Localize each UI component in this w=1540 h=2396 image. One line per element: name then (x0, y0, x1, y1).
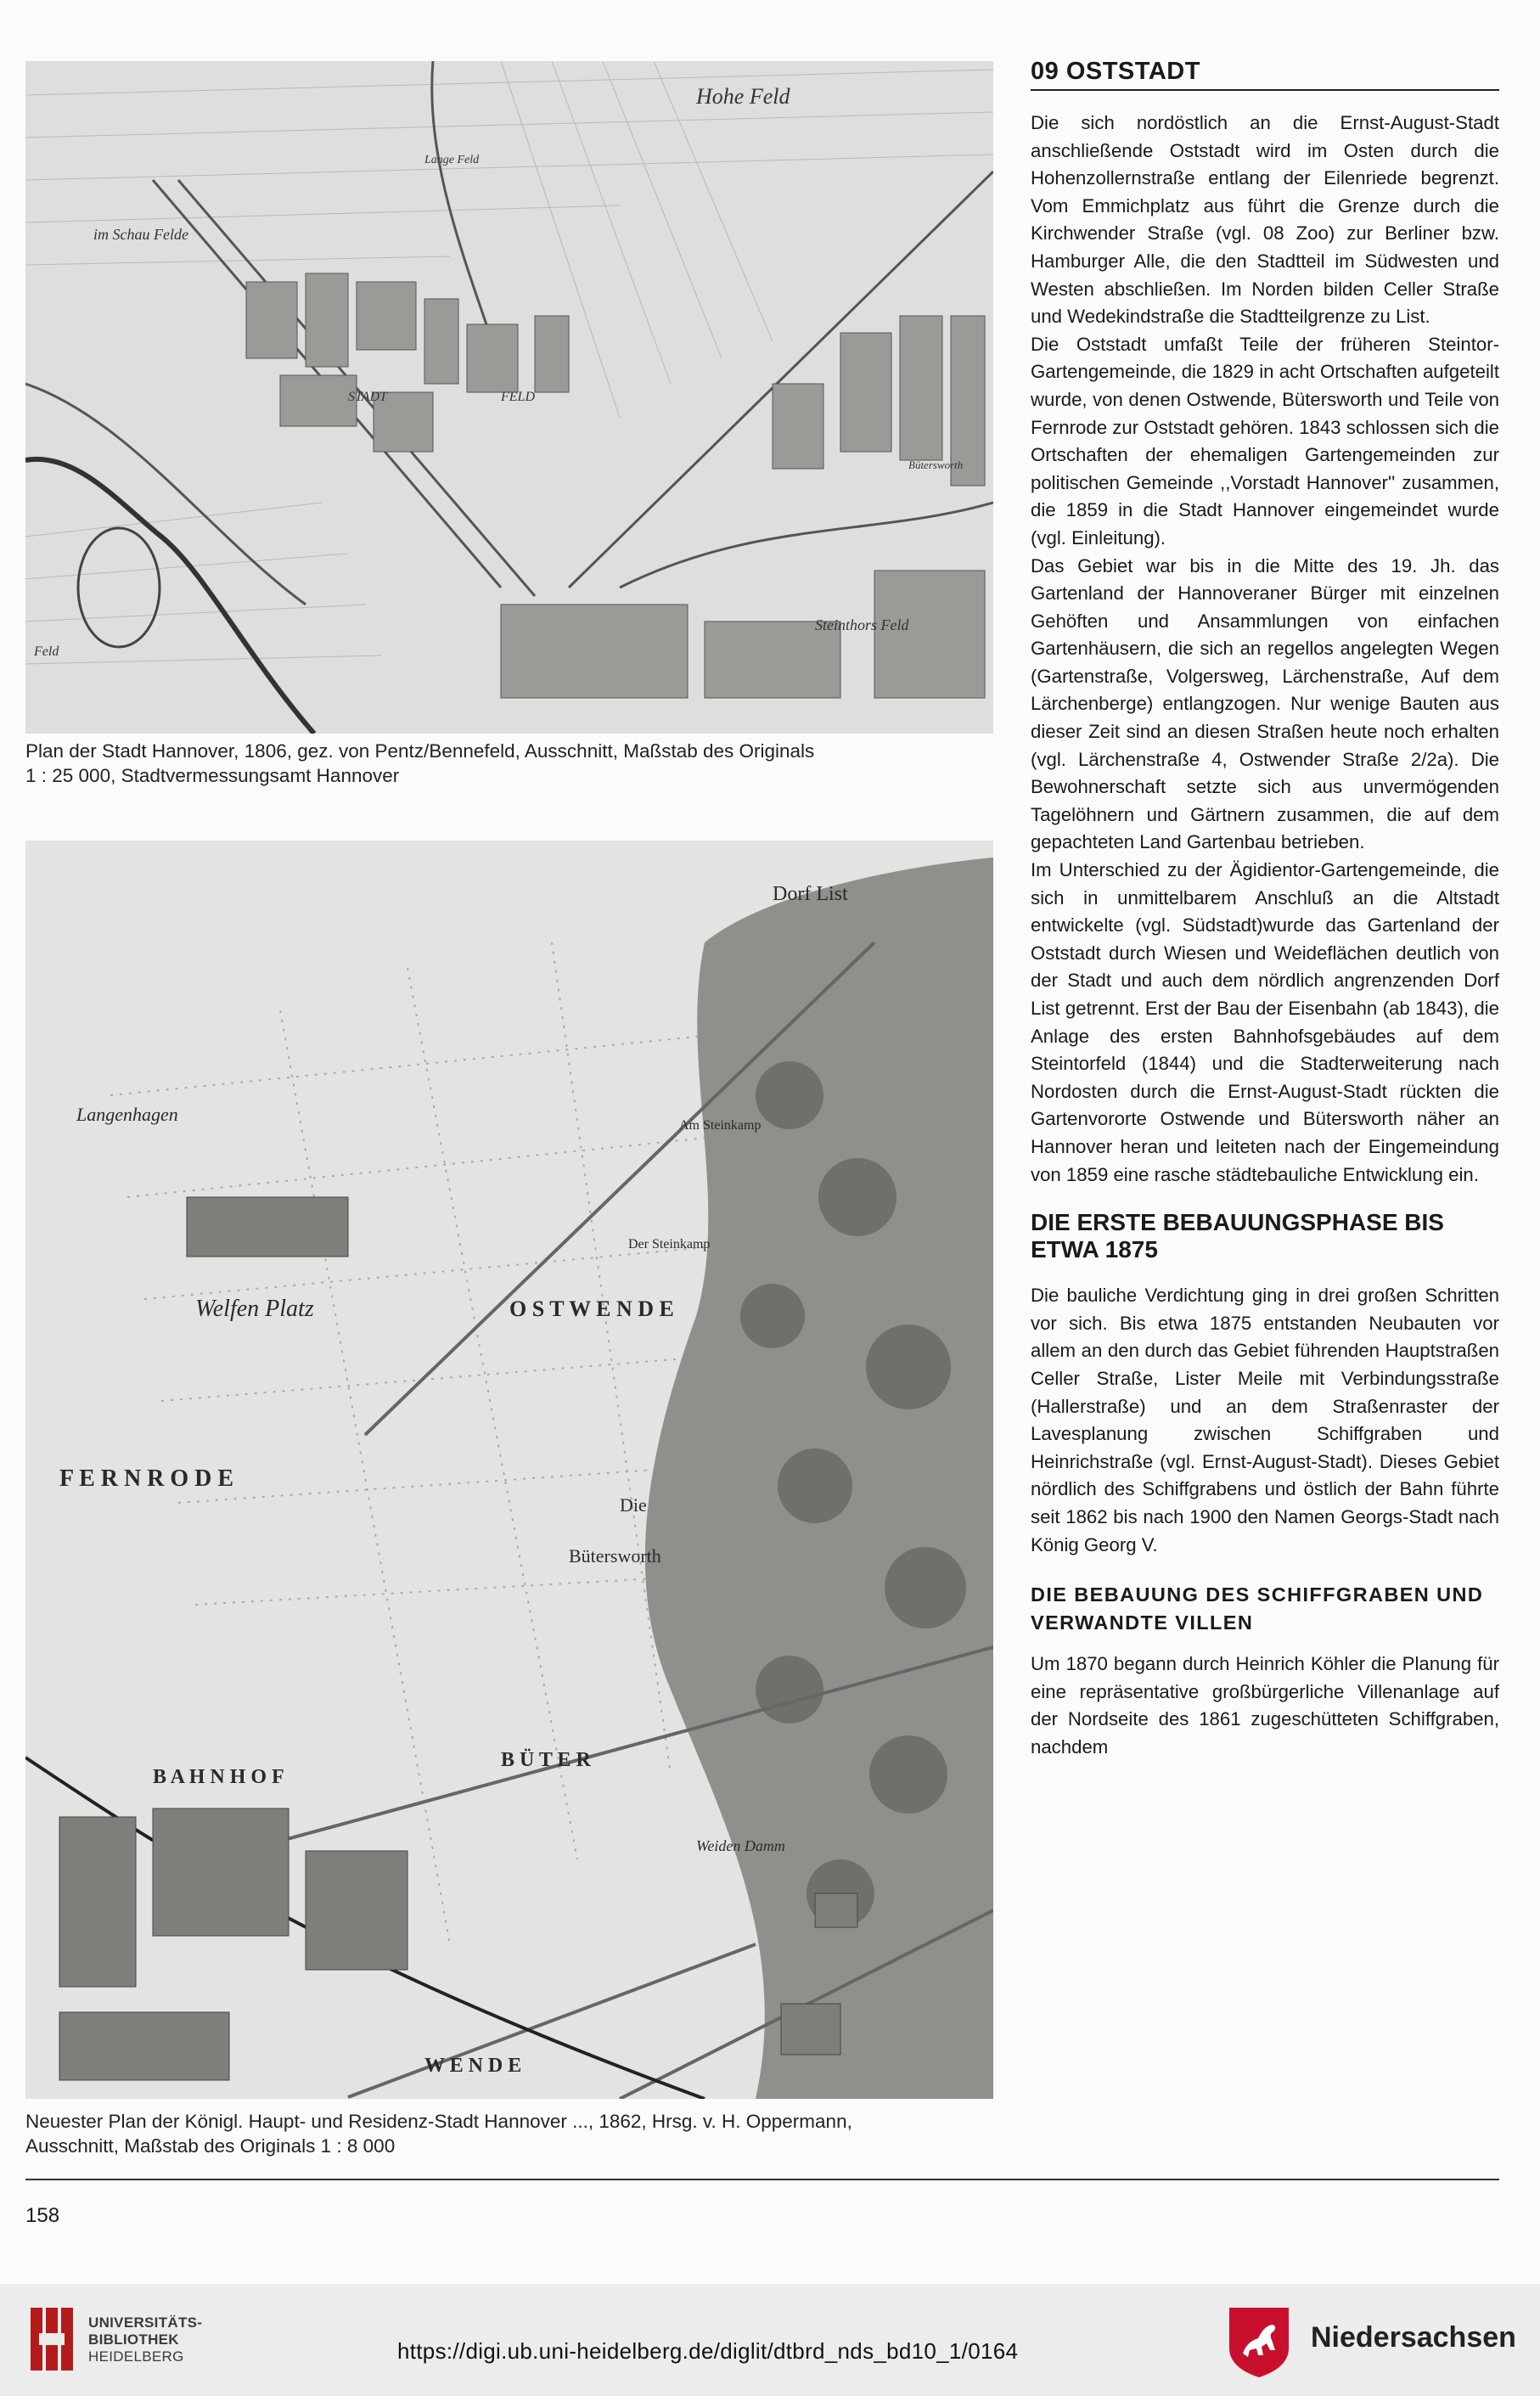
map-1862-drawing (25, 841, 993, 2099)
map2-label-butersworth: Bütersworth (569, 1545, 661, 1566)
map2-label-wende: W E N D E (424, 2055, 522, 2077)
map1-label-butersworth: Bütersworth (908, 458, 964, 471)
figure-2-caption-line1: Neuester Plan der Königl. Haupt- und Residenz-Stadt Hannover ..., 1862, Hrsg. v. H. Oppermann, (25, 2111, 852, 2132)
paragraph: Im Unterschied zu der Ägidientor-Gartengemeinde, die sich in unmittelbarem Anschluß an die Altstadt entwickelte (vgl. Südstadt)wurde das Gartenland der Oststadt durch Wiesen und Weideflächen deutlich von der Stadt und auch dem nördlich angrenzenden Dorf List getrennt. Erst der Bau der Eisenbahn (ab 1843), die Anlage des ersten Bahnhofsgebäudes auf dem Steintorfeld (1844) und die Stadterweiterung nach Nordosten durch die Ernst-August-Stadt rückten die Gartenvororte Ostwende und Bütersworth näher an Hannover heran und leiteten nach der Eingemeindung von 1859 eine rasche städtebauliche Entwicklung ein. (1031, 859, 1499, 1185)
map-1806-drawing (25, 61, 993, 734)
map2-label-fernrode: F E R N R O D E (59, 1465, 234, 1492)
paragraph: Das Gebiet war bis in die Mitte des 19. Jh. das Gartenland der Hannoveraner Bürger mit einzelnen Gehöften und Ansammlungen von einfachen Gartenhäusern, die sich an regellos angelegten Wegen (Gartenstraße, Volgersweg, Lärchenstraße, Auf dem Lärchenberge) entlangzogen. Nur wenige Bauten aus dieser Zeit sind an diesen Straßen heute noch erhalten (vgl. Lärchenstraße 4, Ostwender Straße 2/2a). Die Bewohnerschaft setzte sich aus unvermögenden Tagelöhnern und Gärtnern zusammen, die auf dem gepachteten Land Gartenbau betrieben. (1031, 554, 1499, 853)
figure-1-caption (25, 739, 993, 788)
map2-label-der-steinkamp: Der Steinkamp (628, 1237, 711, 1251)
heading-erste-bebauungsphase: DIE ERSTE BEBAUUNGSPHASE BIS ETWA 1875 (1031, 1209, 1444, 1263)
figure-2-caption (25, 2109, 993, 2158)
map1-label-feld: FELD (501, 390, 535, 404)
map2-label-welfen-platz: Welfen Platz (195, 1296, 314, 1322)
map1-label-feld-left: Feld (34, 644, 59, 659)
figure-2-caption-line2: Ausschnitt, Maßstab des Originals 1 : 8 000 (25, 2135, 396, 2157)
paragraph: Die Oststadt umfaßt Teile der früheren Steintor-Gartengemeinde, die 1829 in acht Ortschaften aufgeteilt wurde, von denen Ostwende, Bütersworth und Teile von Fernrode zur Oststadt gehören. 1843 schlossen sich die Ortschaften der ehemaligen Gartengemeinden zur politischen Gemeinde ,,Vorstadt Hannover'' zusammen, die 1859 in die Stadt Hannover eingemeindet wurde (vgl. Einleitung). (1031, 333, 1499, 548)
section-title: 09 OSTSTADT (1031, 58, 1499, 91)
paragraph: Die sich nordöstlich an die Ernst-August-Stadt anschließende Oststadt wird im Osten durch die Hohenzollernstraße entlang der Eilenriede begrenzt. Vom Emmichplatz aus führt die Grenze durch die Kirchwender Straße (vgl. 08 Zoo) zur Berliner bzw. Hamburger Alle, die den Stadtteil im Südwesten und Westen abschließen. Im Norden bilden Celler Straße und Wedekindstraße die Stadtteilgrenze zu List. (1031, 112, 1499, 328)
footer-bar (0, 2284, 1540, 2396)
paragraph: Die bauliche Verdichtung ging in drei großen Schritten vor sich. Bis etwa 1875 entstanden Neubauten vor allem an den durch das Gebiet führenden Hauptstraßen Celler Straße, Lister Meile mit Verbindungsstraße (Hallerstraße) und an dem Straßenraster der Lavesplanung zwischen Schiffgraben und Heinrichstraße (vgl. Ernst-August-Stadt). Dieses Gebiet nördlich des Schiffgrabens und östlich der Bahn führte seit 1862 bis nach 1900 den Namen Georgs-Stadt nach König Georg V. (1031, 1285, 1499, 1555)
map2-label-bahnhof: B A H N H O F (153, 1766, 284, 1788)
figure-1-caption-line2: 1 : 25 000, Stadtvermessungsamt Hannover (25, 765, 400, 786)
paragraph: Um 1870 begann durch Heinrich Köhler die Planung für eine repräsentative großbürgerliche Villenanlage auf der Nordseite des 1861 zugeschütteten Schiffgraben, nachdem (1031, 1653, 1499, 1758)
map2-label-langenhagen: Langenhagen (76, 1104, 178, 1125)
bottom-rule (25, 2179, 1499, 2180)
map1-label-schau-felde: im Schau Felde (93, 226, 188, 243)
map-1862 (25, 841, 993, 2099)
map2-label-ostwende: O S T W E N D E (509, 1296, 674, 1321)
university-library-logo-icon (27, 2304, 76, 2374)
figure-1-caption-line1: Plan der Stadt Hannover, 1806, gez. von Pentz/Bennefeld, Ausschnitt, Maßstab des Originals (25, 740, 815, 762)
map2-label-dorf-list: Dorf List (773, 883, 848, 905)
map2-label-buter: B Ü T E R (501, 1749, 591, 1771)
map2-label-die: Die (620, 1494, 647, 1516)
lower-saxony-horse-logo-icon (1228, 2306, 1290, 2377)
map1-label-hohe-feld: Hohe Feld (696, 84, 790, 109)
map2-label-weiden-damm: Weiden Damm (696, 1837, 785, 1854)
page-number: 158 (25, 2204, 60, 2227)
university-library-name: UNIVERSITÄTS- BIBLIOTHEK HEIDELBERG (88, 2314, 203, 2365)
state-name: Niedersachsen (1311, 2321, 1516, 2354)
map-1806 (25, 61, 993, 734)
heading-bebauung-schiffgraben: DIE BEBAUUNG DES SCHIFFGRABEN UND VERWANDTE VILLEN (1031, 1583, 1484, 1634)
map2-label-am-steinkamp: Am Steinkamp (679, 1118, 762, 1133)
map1-label-stadt: STADT (348, 390, 387, 404)
map1-label-lange-feld: Lange Feld (424, 154, 480, 166)
text-column (1031, 58, 1499, 1761)
map1-label-steinthors-feld: Steinthors Feld (815, 616, 909, 633)
source-url-link[interactable]: https://digi.ub.uni-heidelberg.de/diglit/dtbrd_nds_bd10_1/0164 (397, 2338, 1019, 2364)
